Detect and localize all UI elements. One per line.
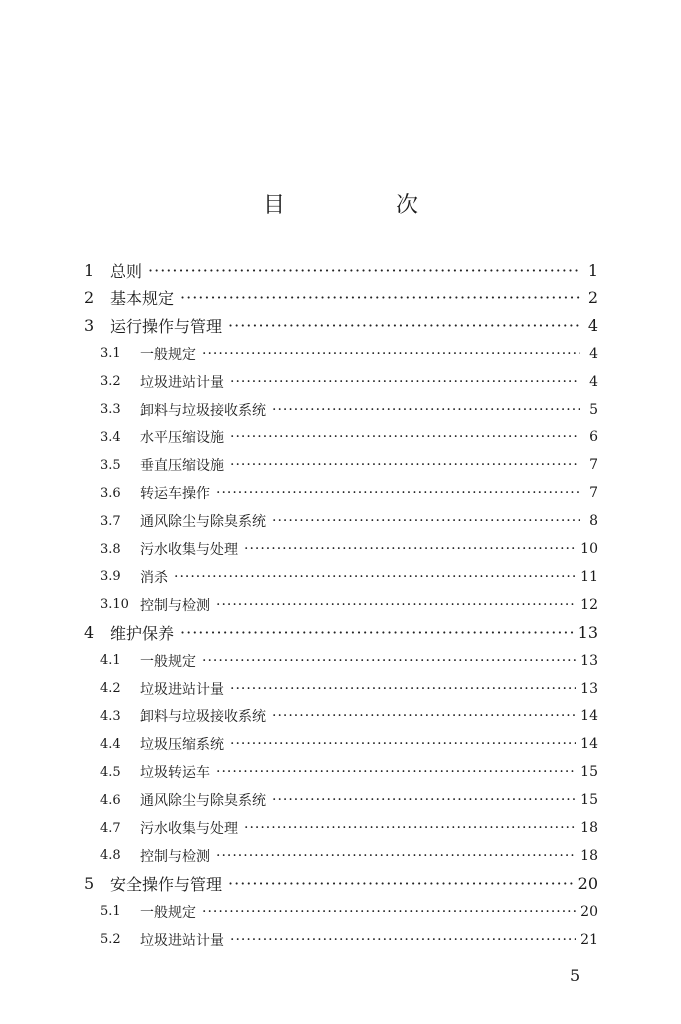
dot-leader <box>216 764 576 780</box>
toc-entry-number: 5.1 <box>100 904 121 920</box>
page-number: 5 <box>570 966 581 985</box>
toc-entry-label: 运行操作与管理 <box>110 317 223 337</box>
toc-entry-page: 15 <box>580 764 598 781</box>
dot-leader <box>272 513 580 529</box>
toc-entry <box>100 398 598 422</box>
toc-entry-page: 10 <box>580 541 598 557</box>
toc-entry <box>84 621 598 645</box>
toc-entry <box>100 928 598 952</box>
toc-entry-number: 3.3 <box>100 402 121 417</box>
toc-entry-label: 基本规定 <box>110 289 175 309</box>
toc-entry-number: 5 <box>84 874 95 894</box>
toc-entry-page: 8 <box>589 513 598 530</box>
toc-entry-page: 13 <box>580 652 598 669</box>
toc-entry-number: 4.2 <box>100 681 121 696</box>
toc-entry-page: 20 <box>577 874 598 894</box>
dot-leader <box>174 569 576 585</box>
toc-entry <box>100 509 598 533</box>
toc-entry-page: 12 <box>580 596 598 613</box>
toc-entry-page: 7 <box>589 485 598 502</box>
dot-leader <box>216 485 580 501</box>
toc-entry-label: 垃圾转运车 <box>140 765 210 782</box>
dot-leader <box>230 736 576 752</box>
toc-entry-number: 4.3 <box>100 708 121 724</box>
toc-entry-number: 4.8 <box>100 848 121 864</box>
toc-entry-page: 15 <box>580 792 598 809</box>
toc-entry-number: 3.7 <box>100 513 121 529</box>
toc-entry-number: 3.8 <box>100 541 121 557</box>
toc-entry-number: 3.5 <box>100 457 121 473</box>
dot-leader <box>230 681 576 697</box>
toc-entry <box>100 537 598 561</box>
dot-leader <box>230 429 580 445</box>
toc-entry-label: 一般规定 <box>140 346 196 363</box>
toc-entry-label: 垃圾压缩系统 <box>140 737 224 754</box>
toc-entry-page: 18 <box>580 847 598 864</box>
toc-entry-page: 7 <box>589 457 598 474</box>
toc-entry-label: 垃圾进站计量 <box>140 374 224 391</box>
dot-leader <box>272 792 576 808</box>
toc-entry <box>84 286 598 310</box>
toc-entry <box>100 649 598 673</box>
dot-leader <box>244 541 576 557</box>
toc-entry-label: 转运车操作 <box>140 486 210 503</box>
toc-entry-label: 一般规定 <box>140 904 196 921</box>
toc-entry <box>100 677 598 701</box>
toc-entry-number: 3.2 <box>100 374 121 390</box>
toc-entry-page: 4 <box>589 345 598 362</box>
toc-entry-label: 消杀 <box>140 569 168 586</box>
toc-entry-label: 垂直压缩设施 <box>140 458 224 475</box>
toc-entry-number: 4.7 <box>100 820 121 836</box>
toc-entry-label: 一般规定 <box>140 653 196 670</box>
toc-entry <box>100 760 598 784</box>
dot-leader <box>216 597 576 613</box>
toc-entry-number: 1 <box>84 260 95 280</box>
toc-entry-page: 14 <box>580 708 598 725</box>
toc-entry-page: 4 <box>587 316 598 336</box>
toc-entry-number: 3.10 <box>100 597 129 613</box>
toc-entry-number: 2 <box>84 288 95 308</box>
toc-entry <box>100 704 598 728</box>
toc-entry <box>100 816 598 840</box>
dot-leader <box>202 904 576 920</box>
toc-entry-number: 4.4 <box>100 736 121 752</box>
toc-entry <box>100 844 598 868</box>
toc-entry <box>100 453 598 477</box>
toc-entry <box>100 370 598 394</box>
toc-entry-page: 13 <box>577 623 598 643</box>
toc-entry-page: 18 <box>580 820 598 836</box>
toc-entry-page: 5 <box>589 401 598 418</box>
dot-leader <box>180 623 574 642</box>
toc-entry-page: 20 <box>580 903 598 920</box>
toc-entry-label: 控制与检测 <box>140 848 210 865</box>
toc-entry-label: 控制与检测 <box>140 597 210 614</box>
toc-entry <box>84 258 598 282</box>
dot-leader <box>228 316 580 335</box>
toc-entry-page: 13 <box>580 680 598 697</box>
dot-leader <box>202 653 576 669</box>
dot-leader <box>230 457 580 473</box>
toc-entry-number: 3.4 <box>100 429 121 445</box>
toc-entry-number: 4.1 <box>100 653 121 669</box>
dot-leader <box>202 346 580 362</box>
toc-entry-page: 1 <box>587 260 598 280</box>
toc-entry <box>84 314 598 338</box>
toc-entry-number: 3.6 <box>100 485 121 501</box>
toc-entry-page: 2 <box>587 288 598 308</box>
dot-leader <box>216 848 576 864</box>
dot-leader <box>244 820 576 836</box>
toc-entry-label: 总则 <box>110 261 143 281</box>
toc-entry-number: 4.6 <box>100 792 121 808</box>
toc-entry-label: 水平压缩设施 <box>140 430 224 447</box>
toc-entry-label: 安全操作与管理 <box>110 875 223 895</box>
toc-entry <box>100 593 598 617</box>
dot-leader <box>230 932 576 948</box>
toc-entry-label: 通风除尘与除臭系统 <box>140 793 266 810</box>
toc-entry-label: 污水收集与处理 <box>140 821 238 837</box>
toc-entry-number: 3.9 <box>100 569 121 585</box>
toc-entry-page: 6 <box>589 429 598 446</box>
toc-entry <box>84 872 598 896</box>
toc-entry-number: 4 <box>84 623 95 643</box>
toc-entry-page: 4 <box>589 373 598 390</box>
toc-entry-number: 4.5 <box>100 764 121 780</box>
toc-entry-label: 通风除尘与除臭系统 <box>140 514 266 531</box>
toc-entry <box>100 788 598 812</box>
toc-entry-label: 垃圾进站计量 <box>140 681 224 698</box>
toc-entry <box>100 565 598 589</box>
dot-leader <box>272 708 576 724</box>
toc-entry-label: 维护保养 <box>110 624 175 644</box>
page-title: 目 次 <box>263 193 470 218</box>
toc-entry <box>100 732 598 756</box>
toc-entry-label: 卸料与垃圾接收系统 <box>140 709 266 726</box>
toc-entry <box>100 425 598 449</box>
dot-leader <box>148 261 580 280</box>
toc-entry-label: 污水收集与处理 <box>140 542 238 558</box>
toc-entry-number: 3.1 <box>100 346 121 362</box>
dot-leader <box>180 288 580 307</box>
toc-entry-page: 14 <box>580 736 598 753</box>
toc-entry-label: 垃圾进站计量 <box>140 932 224 949</box>
toc-entry-page: 11 <box>580 568 598 585</box>
toc-entry <box>100 342 598 366</box>
dot-leader <box>230 374 580 390</box>
toc-entry-number: 5.2 <box>100 932 121 948</box>
toc-entry <box>100 900 598 924</box>
toc-entry-label: 卸料与垃圾接收系统 <box>140 402 266 419</box>
toc-entry-number: 3 <box>84 316 95 336</box>
dot-leader <box>272 402 580 418</box>
toc-entry-page: 21 <box>580 931 598 948</box>
dot-leader <box>228 874 574 893</box>
toc-entry <box>100 481 598 505</box>
